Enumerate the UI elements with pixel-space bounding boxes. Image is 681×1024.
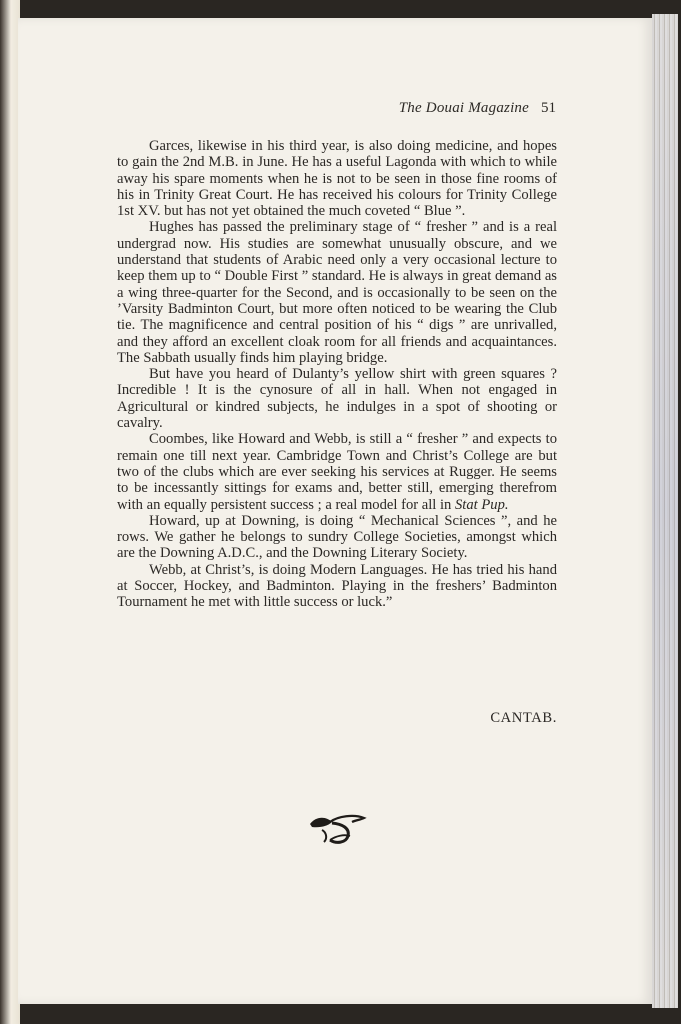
paragraph-webb: Webb, at Christ’s, is doing Modern Languages. He has tried his hand at Soccer, Hockey, and Badminton. Playing in the freshers’ Badminton Tournament he met with little success or luck.” [117,561,557,611]
page-number: 51 [541,100,556,116]
book-spine-edge [0,0,20,1024]
fleuron-ornament-icon [308,810,368,850]
paragraph-coombes-text: Coombes, like Howard and Webb, is still a “ fresher ” and expects to remain one till next year. Cambridge Town and Christ’s College are but two of the clubs which are ever seeking his services at Rugger. He seems to be incessantly sittings for exams and, better still, emerging therefrom with an equally persistent success ; a real model for all in [117,431,557,513]
running-head [360,100,556,117]
article-body [117,138,557,611]
paragraph-coombes [117,431,557,512]
paragraph-howard: Howard, up at Downing, is doing “ Mechanical Sciences ”, and he rows. We gather he belongs to sundry College Societies, amongst which are the Downing A.D.C., and the Downing Literary Society. [117,512,557,562]
paragraph-hughes: Hughes has passed the preliminary stage of “ fresher ” and is a real undergrad now. His studies are somewhat unusually obscure, and we understand that students of Arabic need only a very occasional lecture to keep them up to “ Double First ” standard. He is always in great demand as a wing three-quarter for the Second, and is occasionally to be seen on the ’Varsity Badminton Court, but more often noticed to be wearing the Club tie. The magnificence and central position of his “ digs ” are unrivalled, and they afford an excellent cloak room for all friends and acquaintances. The Sabbath usually finds him playing bridge. [117,219,557,366]
magazine-title: The Douai Magazine [398,100,529,116]
page-edges [652,14,678,1008]
paragraph-garces: Garces, likewise in his third year, is also doing medicine, and hopes to gain the 2nd M.B. in June. He has a useful Lagonda with which to while away his spare moments when he is not to be seen in those fine rooms of his in Trinity Great Court. He has received his colours for Trinity College 1st XV. but has not yet obtained the much coveted “ Blue ”. [117,138,557,220]
stat-pup-italic: Stat Pup. [455,496,509,513]
paragraph-dulanty: But have you heard of Dulanty’s yellow shirt with green squares ? Incredible ! It is the cynosure of all in hall. When not engaged in Agricultural or kindred subjects, he indulges in a spot of shooting or cavalry. [117,366,557,432]
signature: CANTAB. [490,710,557,726]
